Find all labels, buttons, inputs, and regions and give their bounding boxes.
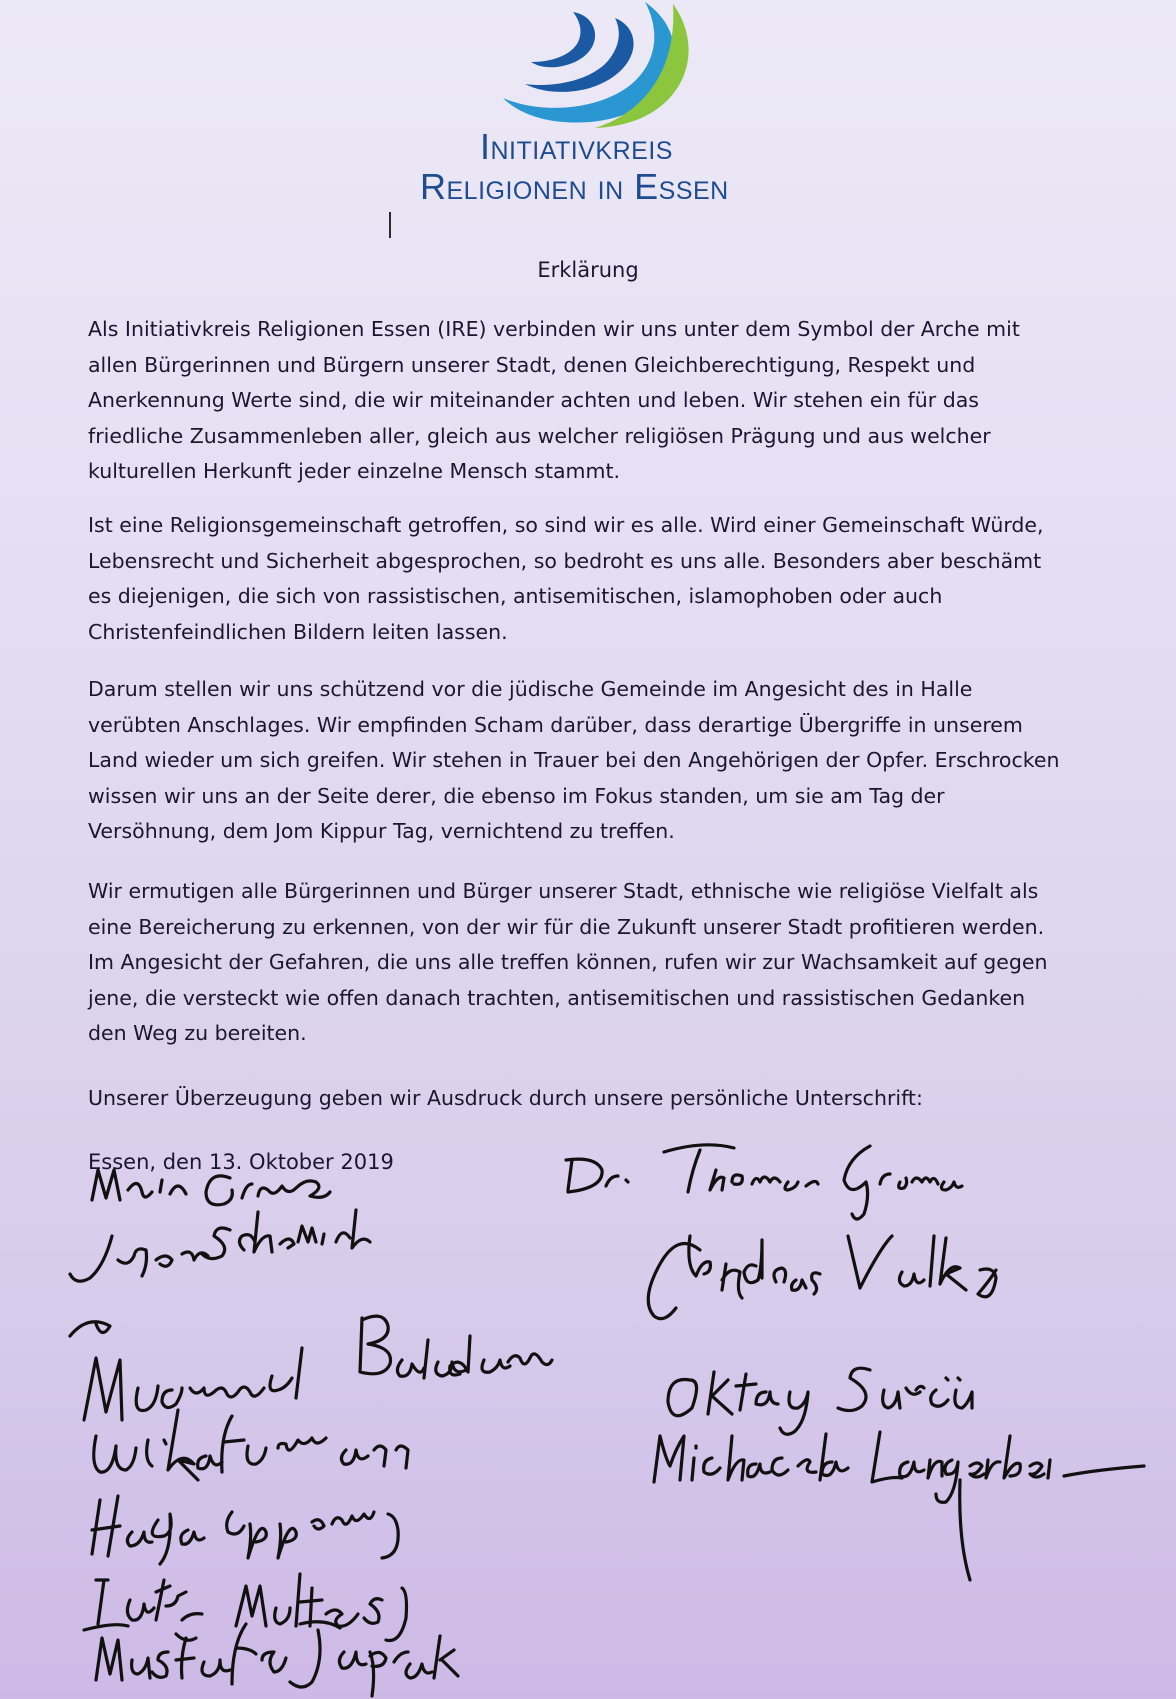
logo-text-line1: Initiativkreis: [480, 126, 673, 167]
signature-left-5: [92, 1496, 398, 1564]
signature-right-4: [654, 1432, 1144, 1580]
paragraph-4: Wir ermutigen alle Bürgerinnen und Bürger unserer Stadt, ethnische wie religiöse Vielfalt als eine Bereicherung zu erkennen, von der wir für die Zukunft unserer Stadt profitieren werden. Im Angesicht der Gefahren, die uns alle treffen können, rufen wir zur Wachsamkeit auf gegen jene, die versteckt wie offen danach trachten, antisemitischen und rassistischen Gedanken den Weg zu bereiten.: [88, 879, 1048, 1045]
signature-left-1: [92, 1170, 330, 1205]
logo-text-line2: Religionen in Essen: [420, 166, 729, 207]
paragraph-1: Als Initiativkreis Religionen Essen (IRE) verbinden wir uns unter dem Symbol der Arche mit allen Bürgerinnen und Bürgern unserer Stadt, denen Gleichberechtigung, Respekt und Anerkennung Werte sind, die wir miteinander achten und leben. Wir stehen ein für das friedliche Zusammenleben aller, gleich aus welcher religiösen Prägung und aus welcher kulturellen Herkunft jeder einzelne Mensch stammt.: [88, 317, 1020, 483]
signature-right-1: [566, 1145, 962, 1219]
paragraph-5: Unserer Überzeugung geben wir Ausdruck durch unsere persönliche Unterschrift:: [88, 1086, 923, 1110]
signature-left-3: [84, 1316, 552, 1420]
document-title: Erklärung: [537, 258, 639, 282]
signature-left-4: [94, 1410, 408, 1480]
paragraph-2: Ist eine Religionsgemeinschaft getroffen, so sind wir es alle. Wird einer Gemeinschaft Würde, Lebensrecht und Sicherheit abgesprochen, so bedroht es uns alle. Besonders aber beschämt es diejenigen, die sich von rassistischen, antisemitischen, islamophoben oder auch Christenfeindlichen Bildern leiten lassen.: [88, 513, 1044, 644]
signature-left-7: [96, 1622, 458, 1696]
signature-left-6: [84, 1574, 407, 1641]
signatures-block: [0, 1140, 1176, 1699]
ark-logo-icon: [495, 0, 705, 130]
ire-logo: [400, 0, 780, 240]
paragraph-3: Darum stellen wir uns schützend vor die jüdische Gemeinde im Angesicht des in Halle verübten Anschlages. Wir empfinden Scham darüber, dass derartige Übergriffe in unserem Land wieder um sich greifen. Wir stehen in Trauer bei den Angehörigen der Opfer. Erschrocken wissen wir uns an der Seite derer, die ebenso im Fokus standen, um sie am Tag der Versöhnung, dem Jom Kippur Tag, vernichtend zu treffen.: [88, 677, 1060, 843]
signature-left-2: [70, 1210, 370, 1336]
place-and-date: Essen, den 13. Oktober 2019: [88, 1150, 394, 1174]
pen-mark: [389, 212, 391, 238]
signature-right-3: [668, 1368, 972, 1434]
signature-right-2: [648, 1236, 996, 1319]
